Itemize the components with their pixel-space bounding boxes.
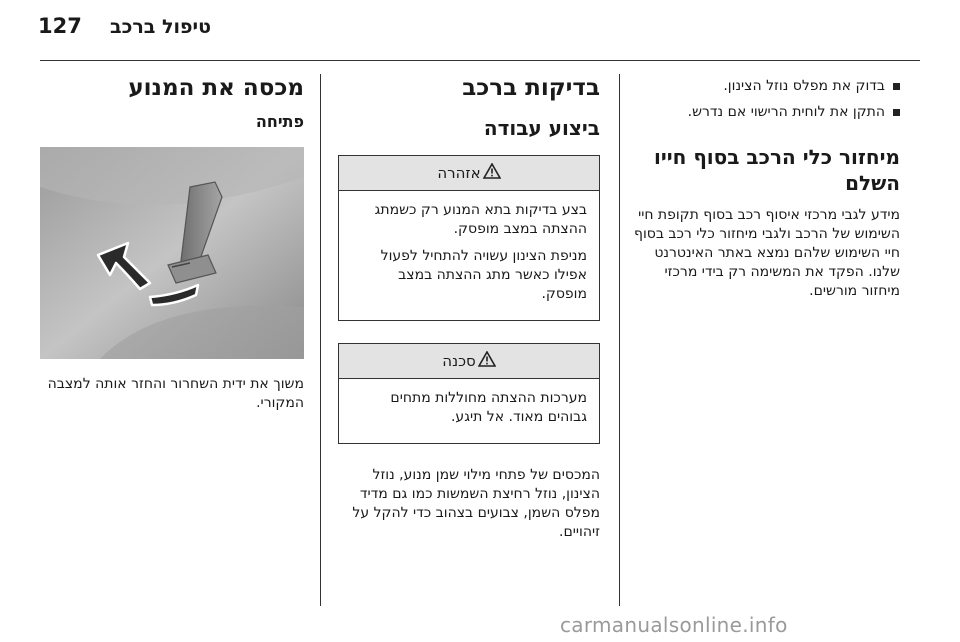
bullet-square-icon bbox=[893, 83, 900, 90]
watermark: carmanualsonline.info bbox=[560, 613, 788, 637]
caps-paragraph: המכסים של פתחי מילוי שמן מנוע, נוזל הצינון, נוזל רחיצת השמשות כמו גם מדיד מפלס השמן, צבועים בצהוב כדי להקל על זיהויים. bbox=[352, 467, 600, 540]
warning-triangle-icon bbox=[483, 163, 501, 183]
warning-text: מניפת הצינון עשויה להתחיל לפעול אפילו כאשר מתג ההצתה במצב מופסק. bbox=[380, 248, 587, 302]
warning-box-body bbox=[339, 191, 599, 320]
danger-box-header bbox=[339, 344, 599, 379]
section-heading-checks: בדיקות ברכב bbox=[462, 75, 600, 101]
section-heading-recycling: מיחזור כלי הרכב בסוף חייו השלם bbox=[653, 145, 900, 195]
bullet-square-icon bbox=[893, 109, 900, 116]
middle-column bbox=[338, 74, 600, 542]
recycling-paragraph: מידע לגבי מרכזי איסוף רכב בסוף תקופת חיי השימוש של הרכב ולגבי מיחזור כלי רכב בסוף חיי השימוש שלהם נמצא באתר האינטרנט שלנו. הפקד את המשימה רק בידי מרכזי מיחזור מורשים. bbox=[634, 207, 900, 299]
page-number: 127 bbox=[38, 14, 82, 38]
list-item: התקן את לוחית הרישוי אם נדרש. bbox=[632, 102, 900, 122]
right-column bbox=[632, 74, 900, 301]
danger-box bbox=[338, 343, 600, 444]
left-column bbox=[40, 74, 304, 413]
column-divider-right bbox=[619, 74, 620, 606]
list-item: בדוק את מפלס נוזל הצינון. bbox=[632, 76, 900, 96]
warning-text: בצע בדיקות בתא המנוע רק כשמתג ההצתה במצב מופסק. bbox=[374, 202, 587, 237]
top-rule bbox=[40, 60, 920, 61]
section-heading-bonnet: מכסה את המנוע bbox=[128, 75, 304, 101]
subheading-opening: פתיחה bbox=[255, 112, 304, 131]
danger-text: מערכות ההצתה מחוללות מתחים גבוהים מאוד. אל תיגע. bbox=[390, 390, 587, 425]
running-title: טיפול ברכב bbox=[110, 16, 212, 38]
warning-box-header bbox=[339, 156, 599, 191]
bonnet-release-photo bbox=[40, 147, 304, 359]
column-divider-left bbox=[320, 74, 321, 606]
photo-caption: משוך את ידית השחרור והחזר אותה למצבה המקורי. bbox=[47, 376, 304, 411]
danger-title: סכנה bbox=[442, 352, 476, 370]
warning-title: אזהרה bbox=[437, 164, 481, 182]
warning-box bbox=[338, 155, 600, 321]
subheading-work: ביצוע עבודה bbox=[483, 116, 600, 140]
warning-triangle-icon bbox=[478, 351, 496, 371]
danger-box-body bbox=[339, 379, 599, 443]
